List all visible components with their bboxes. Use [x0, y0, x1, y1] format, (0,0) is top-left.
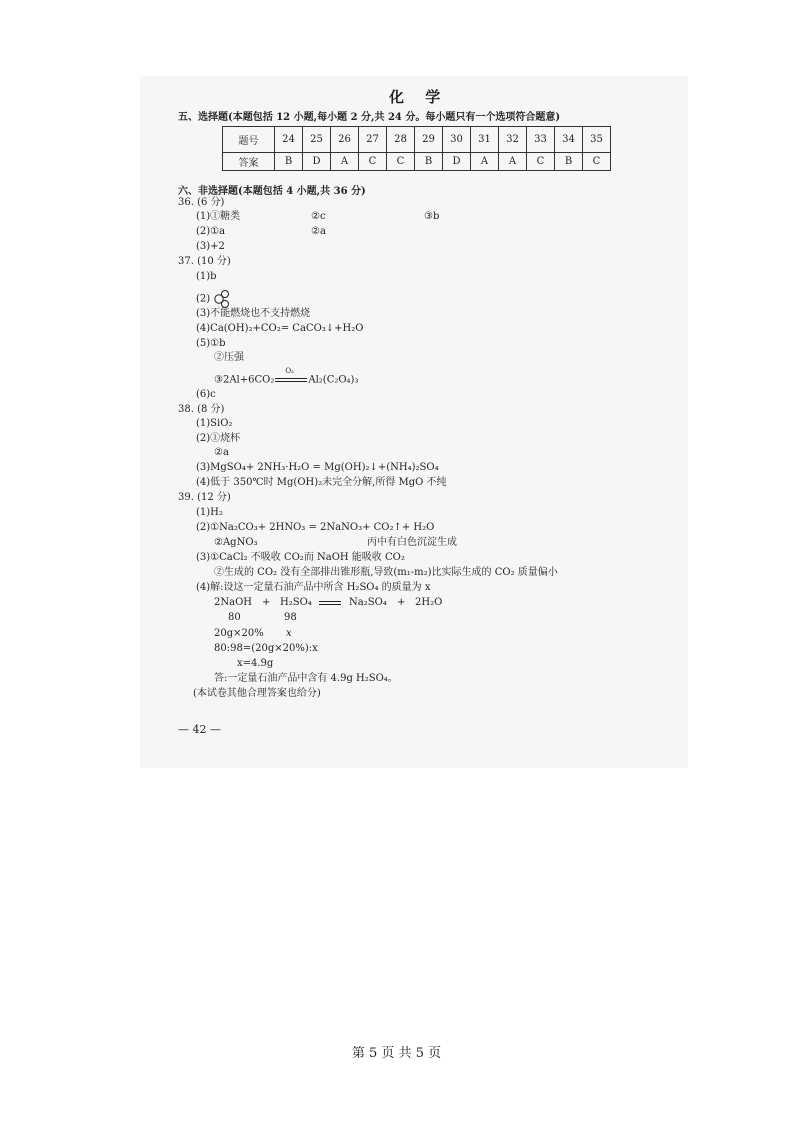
section-5-heading: 五、选择题(本题包括 12 小题,每小题 2 分,共 24 分。每小题只有一个选项符合题意) [178, 112, 561, 123]
q39-answer: 答:一定量石油产品中含有 4.9g H₂SO₄。 [214, 673, 398, 684]
answer-cell: A [499, 153, 527, 171]
answer-cell: C [387, 153, 415, 171]
q39-eq-reactant-a: 2NaOH [214, 597, 252, 608]
question-number: 33 [527, 127, 555, 153]
q37-eq-sign [274, 367, 308, 386]
answer-cell: B [275, 153, 303, 171]
q39-eq-plus-2: + [397, 597, 406, 608]
section-6-heading: 六、非选择题(本题包括 4 小题,共 36 分) [178, 186, 366, 197]
question-number: 25 [303, 127, 331, 153]
q39-eq-product-c: Na₂SO₄ [349, 597, 387, 608]
answer-table [222, 126, 611, 171]
question-number: 34 [555, 127, 583, 153]
table-row-numbers [223, 127, 611, 153]
q37-line-4: (4)Ca(OH)₂+CO₂= CaCO₃↓+H₂O [196, 323, 364, 334]
q38-heading: 38. (8 分) [178, 404, 225, 415]
q37-line-5b: ②压强 [214, 352, 244, 363]
q37-line-5c [214, 367, 359, 387]
q37-line-3: (3)不能燃烧也不支持燃烧 [196, 308, 311, 319]
q39-line-1: (1)H₂ [196, 507, 223, 518]
page-number: — 42 — [178, 723, 221, 736]
answer-cell: C [359, 153, 387, 171]
molecule-model-icon [213, 289, 231, 309]
q39-result: x=4.9g [237, 658, 274, 669]
question-number: 29 [415, 127, 443, 153]
q39-molar-mass-2: 98 [284, 612, 297, 623]
q39-heading: 39. (12 分) [178, 492, 231, 503]
q37-eq-condition: O₂ [285, 367, 294, 375]
q38-line-3: (3)MgSO₄+ 2NH₃·H₂O = Mg(OH)₂↓+(NH₄)₂SO₄ [196, 462, 439, 473]
q39-given-1: 20g×20% [214, 628, 264, 639]
table-row-answers [223, 153, 611, 171]
answer-cell: D [303, 153, 331, 171]
grading-note: (本试卷其他合理答案也给分) [193, 688, 321, 699]
q39-line-3a: (3)①CaCl₂ 不吸收 CO₂而 NaOH 能吸收 CO₂ [196, 552, 405, 563]
q39-line-3b: ②生成的 CO₂ 没有全部排出锥形瓶,导致(m₁-m₂)比实际生成的 CO₂ 质量偏小 [214, 567, 558, 578]
question-number: 27 [359, 127, 387, 153]
q36-line-2a: (2)①a [196, 226, 226, 237]
q39-line-4: (4)解:设这一定量石油产品中所含 H₂SO₄ 的质量为 x [196, 582, 431, 593]
q38-line-4: (4)低于 350℃时 Mg(OH)₂未完全分解,所得 MgO 不纯 [196, 477, 447, 488]
q37-line-5a: (5)①b [196, 338, 226, 349]
answer-cell: C [583, 153, 611, 171]
q37-heading: 37. (10 分) [178, 256, 231, 267]
q38-line-2b: ②a [214, 447, 229, 458]
q36-line-3: (3)+2 [196, 241, 225, 252]
q39-eq-reactant-b: H₂SO₄ [280, 597, 312, 608]
q39-line-2b-left: ②AgNO₃ [214, 537, 258, 548]
question-number: 35 [583, 127, 611, 153]
page-footer: 第 5 页 共 5 页 [351, 1046, 442, 1061]
q37-line-2-label: (2) [196, 293, 211, 305]
q39-given-2: x [286, 628, 292, 639]
q36-line-1b: ②c [311, 211, 326, 222]
answer-cell: B [415, 153, 443, 171]
q39-eq-plus-1: + [262, 597, 271, 608]
answer-cell: A [331, 153, 359, 171]
double-line-icon [319, 601, 341, 605]
q39-line-2b-right: 丙中有白色沉淀生成 [367, 537, 457, 548]
answer-cell: C [527, 153, 555, 171]
q36-line-1c: ③b [424, 211, 440, 222]
row-label-number: 题号 [223, 127, 275, 153]
answer-cell: B [555, 153, 583, 171]
q39-molar-mass-1: 80 [228, 612, 241, 623]
q39-line-2a: (2)①Na₂CO₃+ 2HNO₃ = 2NaNO₃+ CO₂↑+ H₂O [196, 522, 435, 533]
q39-ratio: 80:98=(20g×20%):x [214, 643, 318, 654]
q36-heading: 36. (6 分) [178, 197, 225, 208]
q37-line-1: (1)b [196, 271, 217, 282]
q37-eq-right: Al₂(C₂O₄)₃ [308, 374, 359, 386]
page-title: 化 学 [389, 88, 449, 106]
q37-line-6: (6)c [196, 389, 216, 400]
q36-line-2b: ②a [311, 226, 326, 237]
question-number: 24 [275, 127, 303, 153]
q37-eq-left: ③2Al+6CO₂ [214, 374, 275, 386]
question-number: 31 [471, 127, 499, 153]
q37-line-2 [196, 289, 231, 309]
q39-eq-product-d: 2H₂O [415, 597, 443, 608]
question-number: 26 [331, 127, 359, 153]
question-number: 28 [387, 127, 415, 153]
q36-line-1a: (1)①糖类 [196, 211, 241, 222]
row-label-answer: 答案 [223, 153, 275, 171]
question-number: 30 [443, 127, 471, 153]
answer-cell: D [443, 153, 471, 171]
question-number: 32 [499, 127, 527, 153]
q38-line-1: (1)SiO₂ [196, 418, 233, 429]
answer-cell: A [471, 153, 499, 171]
double-line-icon [275, 378, 307, 382]
q38-line-2a: (2)①烧杯 [196, 433, 241, 444]
